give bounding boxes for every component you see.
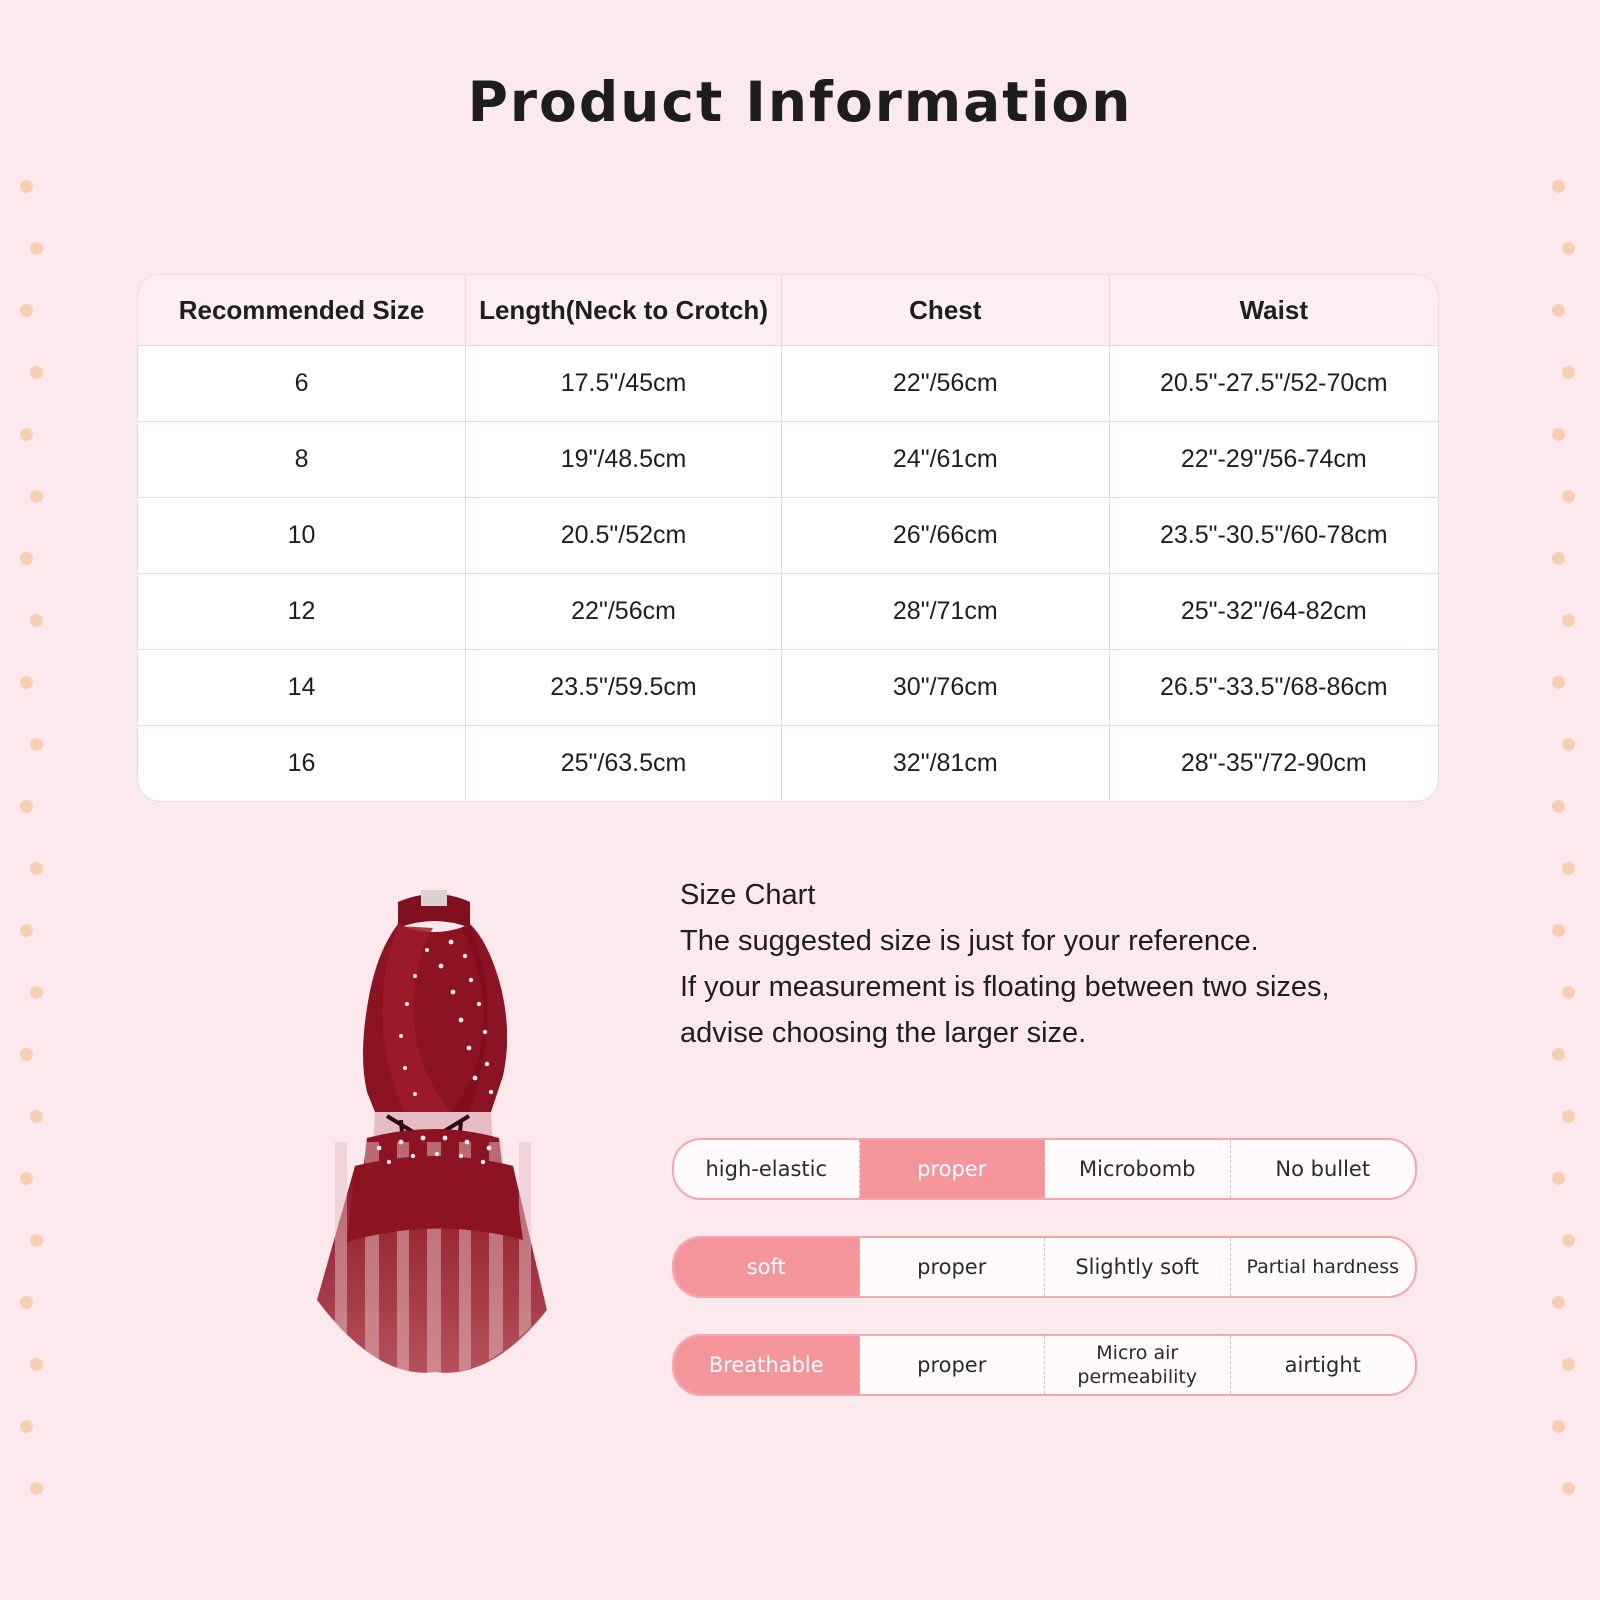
decorative-dot [30, 1234, 43, 1247]
table-row [138, 422, 1438, 498]
page-title: Product Information [467, 70, 1133, 134]
decorative-dot [20, 924, 33, 937]
notes-line-1: The suggested size is just for your reference. [680, 925, 1259, 957]
cell-waist: 20.5"-27.5"/52-70cm [1109, 346, 1438, 422]
cell-size: 16 [138, 726, 466, 802]
notes-line-2: If your measurement is floating between two sizes, [680, 971, 1330, 1003]
cell-length: 22"/56cm [466, 574, 782, 650]
decorative-dot [20, 1296, 33, 1309]
decorative-dot [1552, 924, 1565, 937]
decorative-dot [1552, 1048, 1565, 1061]
cell-size: 8 [138, 422, 466, 498]
decorative-dot [30, 1110, 43, 1123]
size-chart-table [138, 275, 1438, 801]
notes-heading: Size Chart [680, 879, 816, 911]
scale-option-proper[interactable]: proper [860, 1140, 1046, 1198]
scale-softness [672, 1236, 1417, 1298]
cell-chest: 22"/56cm [781, 346, 1109, 422]
decorative-dot [30, 738, 43, 751]
cell-size: 12 [138, 574, 466, 650]
cell-chest: 24"/61cm [781, 422, 1109, 498]
decorative-dot [20, 1172, 33, 1185]
fabric-property-scales [672, 1138, 1417, 1432]
decorative-dot-rail-left [14, 0, 54, 1600]
decorative-dot [20, 676, 33, 689]
cell-length: 20.5"/52cm [466, 498, 782, 574]
cell-chest: 30"/76cm [781, 650, 1109, 726]
decorative-dot [1562, 1110, 1575, 1123]
table-header-row [138, 275, 1438, 346]
scale-elasticity [672, 1138, 1417, 1200]
decorative-dot [1552, 1296, 1565, 1309]
table-row [138, 346, 1438, 422]
decorative-dot [1562, 862, 1575, 875]
cell-length: 23.5"/59.5cm [466, 650, 782, 726]
decorative-dot [30, 614, 43, 627]
notes-line-3: advise choosing the larger size. [680, 1017, 1087, 1049]
decorative-dot [20, 428, 33, 441]
decorative-dot [1562, 242, 1575, 255]
size-chart-table-container [138, 275, 1438, 801]
decorative-dot [1552, 676, 1565, 689]
decorative-dot [30, 1358, 43, 1371]
scale-option-slightly-soft[interactable]: Slightly soft [1045, 1238, 1231, 1296]
decorative-dot-rail-right [1546, 0, 1586, 1600]
scale-option-proper[interactable]: proper [860, 1336, 1046, 1394]
decorative-dot [1552, 1172, 1565, 1185]
decorative-dot [20, 304, 33, 317]
decorative-dot [1562, 1482, 1575, 1495]
decorative-dot [1552, 428, 1565, 441]
decorative-dot [1562, 1234, 1575, 1247]
product-image [255, 880, 615, 1410]
cell-waist: 22"-29"/56-74cm [1109, 422, 1438, 498]
decorative-dot [1562, 986, 1575, 999]
decorative-dot [1562, 490, 1575, 503]
cell-length: 17.5"/45cm [466, 346, 782, 422]
cell-waist: 25"-32"/64-82cm [1109, 574, 1438, 650]
decorative-dot [20, 552, 33, 565]
decorative-dot [1552, 304, 1565, 317]
decorative-dot [1552, 180, 1565, 193]
decorative-dot [1562, 366, 1575, 379]
decorative-dot [20, 1048, 33, 1061]
decorative-dot [30, 490, 43, 503]
cell-waist: 23.5"-30.5"/60-78cm [1109, 498, 1438, 574]
cell-chest: 28"/71cm [781, 574, 1109, 650]
decorative-dot [30, 1482, 43, 1495]
decorative-dot [1552, 1420, 1565, 1433]
cell-length: 25"/63.5cm [466, 726, 782, 802]
decorative-dot [1562, 738, 1575, 751]
scale-option-high-elastic[interactable]: high-elastic [674, 1140, 860, 1198]
scale-option-soft[interactable]: soft [674, 1238, 860, 1296]
decorative-dot [30, 366, 43, 379]
decorative-dot [1552, 552, 1565, 565]
scale-option-no-bullet[interactable]: No bullet [1275, 1157, 1371, 1181]
scale-option-proper[interactable]: proper [860, 1238, 1046, 1296]
column-header-size: Recommended Size [138, 275, 466, 346]
decorative-dot [30, 242, 43, 255]
decorative-dot [30, 862, 43, 875]
decorative-dot [20, 1420, 33, 1433]
cell-waist: 26.5"-33.5"/68-86cm [1109, 650, 1438, 726]
cell-size: 6 [138, 346, 466, 422]
cell-size: 14 [138, 650, 466, 726]
decorative-dot [20, 800, 33, 813]
column-header-chest: Chest [781, 275, 1109, 346]
scale-option-airtight[interactable]: airtight [1284, 1353, 1361, 1377]
decorative-dot [1552, 800, 1565, 813]
column-header-waist: Waist [1109, 275, 1438, 346]
table-row [138, 726, 1438, 802]
cell-chest: 26"/66cm [781, 498, 1109, 574]
cell-size: 10 [138, 498, 466, 574]
scale-option-breathable[interactable]: Breathable [674, 1336, 860, 1394]
size-chart-notes [680, 872, 1440, 1056]
cell-waist: 28"-35"/72-90cm [1109, 726, 1438, 802]
cell-chest: 32"/81cm [781, 726, 1109, 802]
decorative-dot [30, 986, 43, 999]
table-row [138, 498, 1438, 574]
cell-length: 19"/48.5cm [466, 422, 782, 498]
scale-option-microbomb[interactable]: Microbomb [1045, 1140, 1231, 1198]
scale-option-partial-hardness[interactable]: Partial hardness [1246, 1256, 1399, 1278]
decorative-dot [20, 180, 33, 193]
decorative-dot [1562, 1358, 1575, 1371]
table-row [138, 574, 1438, 650]
column-header-length: Length(Neck to Crotch) [466, 275, 782, 346]
table-row [138, 650, 1438, 726]
scale-breathability [672, 1334, 1417, 1396]
scale-option-micro-air-permeability[interactable]: Micro air permeability [1045, 1336, 1231, 1394]
decorative-dot [1562, 614, 1575, 627]
